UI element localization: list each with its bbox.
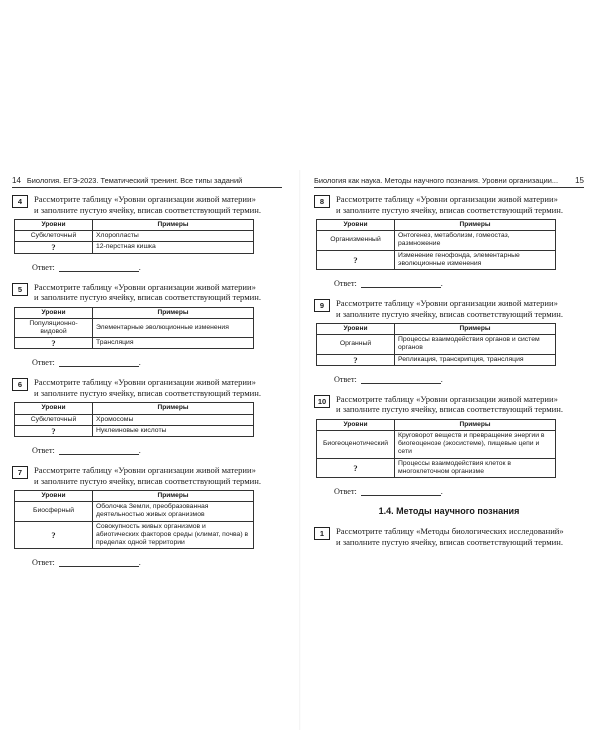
task-text	[34, 465, 261, 486]
table-row	[15, 425, 254, 436]
task-text-line: Рассмотрите таблицу «Уровни организации живой материи»	[336, 298, 558, 309]
answer-end: .	[138, 358, 141, 368]
level-cell: Субклеточный	[15, 231, 93, 242]
level-cell: ?	[317, 354, 395, 365]
task-number: 6	[12, 378, 28, 391]
running-head-text: Биология как наука. Методы научного познания. Уровни организации...	[314, 176, 559, 185]
task-text	[336, 394, 563, 415]
answer-label: Ответ:	[32, 446, 55, 456]
example-cell: Хлоропласты	[93, 231, 254, 242]
task-text	[336, 194, 563, 215]
answer-line	[32, 446, 282, 455]
running-head-left	[12, 176, 282, 188]
example-cell: Круговорот веществ и превращение энергии в биогеоценозе (экосистеме), пищевые цепи и сети	[395, 431, 556, 459]
answer-input[interactable]	[59, 358, 139, 367]
example-cell: Трансляция	[93, 338, 254, 349]
column-header-examples: Примеры	[395, 220, 556, 231]
table-row	[15, 502, 254, 521]
level-cell: Органный	[317, 335, 395, 354]
answer-end: .	[138, 558, 141, 568]
task-text-line: Рассмотрите таблицу «Уровни организации живой материи»	[34, 281, 256, 292]
task-text-line: и заполните пустую ячейку, вписав соответствующий термин.	[336, 536, 563, 547]
levels-table	[14, 402, 254, 437]
level-cell: ?	[317, 250, 395, 269]
task-text-line: и заполните пустую ячейку, вписав соответствующий термин.	[34, 204, 261, 215]
example-cell: Совокупность живых организмов и абиотических факторов среды (климат, почва) в пределах одной территории	[93, 521, 254, 549]
page-number: 14	[12, 176, 21, 185]
levels-table	[14, 219, 254, 254]
task-text	[34, 377, 261, 398]
column-header-levels: Уровни	[317, 324, 395, 335]
table-header-row	[317, 324, 556, 335]
table-row	[317, 231, 556, 250]
table-header-row	[15, 403, 254, 414]
task-block	[12, 377, 282, 455]
table-row	[317, 250, 556, 269]
table-header-row	[317, 220, 556, 231]
task-list	[314, 194, 584, 496]
levels-table	[316, 419, 556, 478]
example-cell: Репликация, транскрипция, трансляция	[395, 354, 556, 365]
task-text-line: Рассмотрите таблицу «Методы биологических исследований»	[336, 526, 564, 537]
column-header-levels: Уровни	[15, 220, 93, 231]
task-text-line: и заполните пустую ячейку, вписав соответствующий термин.	[336, 404, 563, 415]
answer-input[interactable]	[361, 375, 441, 384]
task-block	[314, 194, 584, 288]
level-cell: Субклеточный	[15, 414, 93, 425]
answer-label: Ответ:	[334, 374, 357, 384]
table-row	[317, 335, 556, 354]
example-cell: Хромосомы	[93, 414, 254, 425]
level-cell: ?	[317, 458, 395, 477]
column-header-levels: Уровни	[15, 307, 93, 318]
levels-table	[316, 323, 556, 366]
column-header-examples: Примеры	[93, 403, 254, 414]
task-number: 9	[314, 299, 330, 312]
table-row	[15, 318, 254, 337]
example-cell: Нуклеиновые кислоты	[93, 425, 254, 436]
answer-line	[334, 375, 584, 384]
level-cell: Организменный	[317, 231, 395, 250]
answer-input[interactable]	[59, 263, 139, 272]
table-row	[15, 231, 254, 242]
answer-line	[32, 558, 282, 567]
task-block	[12, 282, 282, 368]
level-cell: ?	[15, 338, 93, 349]
task-text	[336, 526, 564, 547]
column-header-levels: Уровни	[15, 403, 93, 414]
answer-input[interactable]	[59, 446, 139, 455]
answer-end: .	[440, 487, 443, 497]
task-number: 7	[12, 466, 28, 479]
table-header-row	[15, 307, 254, 318]
column-header-levels: Уровни	[15, 491, 93, 502]
table-row	[15, 242, 254, 253]
level-cell: Популяционно-видовой	[15, 318, 93, 337]
task-text-line: Рассмотрите таблицу «Уровни организации живой материи»	[336, 393, 558, 404]
answer-line	[32, 263, 282, 272]
running-head-text: Биология. ЕГЭ-2023. Тематический тренинг. Все типы заданий	[26, 176, 243, 185]
answer-line	[32, 358, 282, 367]
task-number: 1	[314, 527, 330, 540]
task-text-line: и заполните пустую ячейку, вписав соответствующий термин.	[34, 292, 261, 303]
levels-table	[14, 490, 254, 549]
task-block	[12, 465, 282, 567]
task-text-line: и заполните пустую ячейку, вписав соответствующий термин.	[34, 475, 261, 486]
task-block	[12, 194, 282, 272]
levels-table	[316, 219, 556, 270]
task-text-line: и заполните пустую ячейку, вписав соответствующий термин.	[34, 387, 261, 398]
task-number: 4	[12, 195, 28, 208]
task-number: 8	[314, 195, 330, 208]
answer-line	[334, 487, 584, 496]
answer-end: .	[440, 374, 443, 384]
task-text-line: и заполните пустую ячейку, вписав соответствующий термин.	[336, 204, 563, 215]
level-cell: Биогеоценотический	[317, 431, 395, 459]
example-cell: Процессы взаимодействия органов и систем органов	[395, 335, 556, 354]
answer-label: Ответ:	[32, 262, 55, 272]
task-text-line: Рассмотрите таблицу «Уровни организации живой материи»	[34, 377, 256, 388]
column-header-levels: Уровни	[317, 419, 395, 430]
table-row	[317, 354, 556, 365]
column-header-examples: Примеры	[93, 220, 254, 231]
answer-end: .	[138, 446, 141, 456]
column-header-examples: Примеры	[93, 491, 254, 502]
level-cell: ?	[15, 425, 93, 436]
table-row	[15, 414, 254, 425]
page-number: 15	[575, 176, 584, 185]
task-text-line: и заполните пустую ячейку, вписав соответствующий термин.	[336, 308, 563, 319]
task-text	[34, 194, 261, 215]
answer-end: .	[440, 279, 443, 289]
table-header-row	[15, 491, 254, 502]
left-page	[12, 176, 282, 577]
answer-input[interactable]	[361, 279, 441, 288]
table-row	[317, 458, 556, 477]
table-header-row	[317, 419, 556, 430]
column-header-examples: Примеры	[93, 307, 254, 318]
table-row	[15, 521, 254, 549]
task-text	[336, 298, 563, 319]
example-cell: Элементарные эволюционные изменения	[93, 318, 254, 337]
task-text	[34, 282, 261, 303]
running-head-right	[314, 176, 584, 188]
column-header-examples: Примеры	[395, 419, 556, 430]
answer-label: Ответ:	[334, 279, 357, 289]
example-cell: Изменение генофонда, элементарные эволюционные изменения	[395, 250, 556, 269]
task-list	[12, 194, 282, 567]
answer-label: Ответ:	[334, 487, 357, 497]
column-header-levels: Уровни	[317, 220, 395, 231]
answer-input[interactable]	[59, 558, 139, 567]
table-row	[15, 338, 254, 349]
task-block	[314, 298, 584, 384]
task-text-line: Рассмотрите таблицу «Уровни организации живой материи»	[336, 194, 558, 204]
answer-label: Ответ:	[32, 358, 55, 368]
level-cell: ?	[15, 521, 93, 549]
task-text-line: Рассмотрите таблицу «Уровни организации живой материи»	[34, 194, 256, 204]
levels-table	[14, 307, 254, 350]
table-row	[317, 431, 556, 459]
example-cell: Оболочка Земли, преобразованная деятельностью живых организмов	[93, 502, 254, 521]
task-number: 10	[314, 395, 330, 408]
answer-input[interactable]	[361, 487, 441, 496]
task-block	[314, 526, 584, 547]
example-cell: 12-перстная кишка	[93, 242, 254, 253]
answer-line	[334, 279, 584, 288]
task-number: 5	[12, 283, 28, 296]
task-block	[314, 394, 584, 496]
answer-label: Ответ:	[32, 558, 55, 568]
table-header-row	[15, 220, 254, 231]
level-cell: Биосферный	[15, 502, 93, 521]
example-cell: Процессы взаимодействия клеток в многоклеточном организме	[395, 458, 556, 477]
book-gutter	[299, 170, 301, 730]
column-header-examples: Примеры	[395, 324, 556, 335]
section-title: 1.4. Методы научного познания	[378, 506, 520, 517]
right-page	[314, 176, 584, 557]
level-cell: ?	[15, 242, 93, 253]
answer-end: .	[138, 262, 141, 272]
example-cell: Онтогенез, метаболизм, гомеостаз, размножение	[395, 231, 556, 250]
task-text-line: Рассмотрите таблицу «Уровни организации живой материи»	[34, 465, 256, 476]
